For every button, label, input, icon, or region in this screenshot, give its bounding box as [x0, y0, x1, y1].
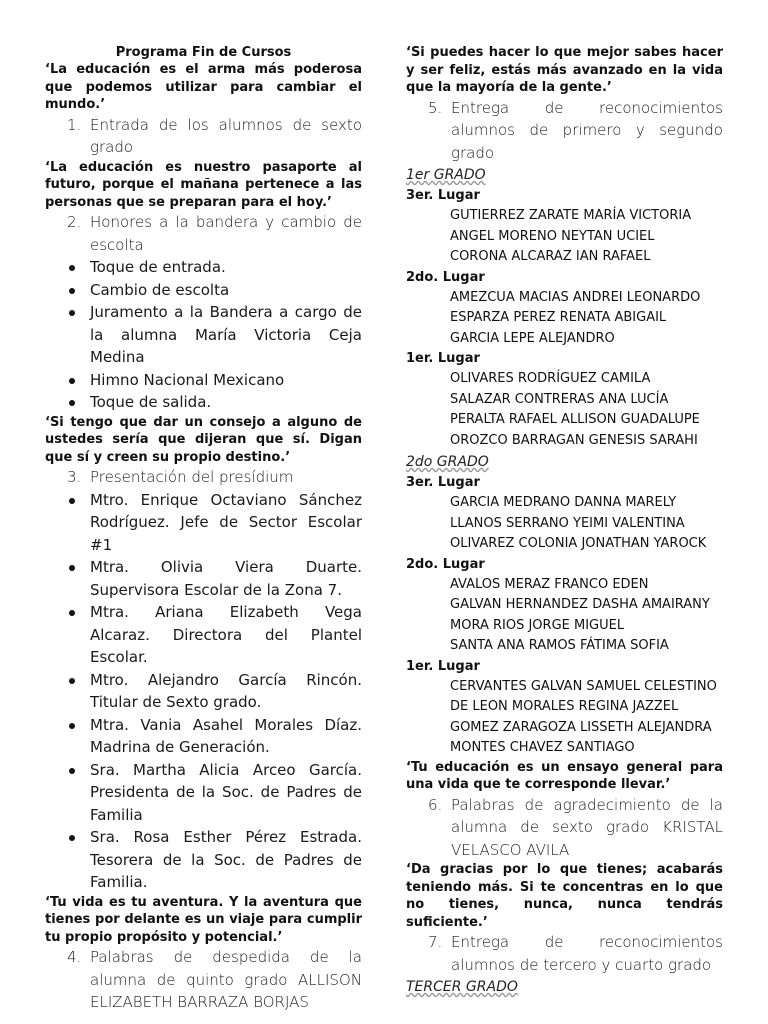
bullet-item [45, 369, 362, 392]
bullet-icon [69, 400, 75, 406]
bullet-icon [69, 378, 75, 384]
student-name: OROZCO BARRAGAN GENESIS SARAHI [450, 432, 698, 448]
bullet-item [45, 489, 362, 557]
right-column [406, 44, 723, 998]
place-label: 1er. Lugar [406, 351, 480, 366]
bullet-text: Mtra. Vania Asahel Morales Díaz. Madrina de Generación. [90, 715, 362, 756]
program-item [406, 794, 723, 862]
student-name: ESPARZA PEREZ RENATA ABIGAIL [450, 310, 667, 325]
place-label: 1er. Lugar [406, 658, 480, 674]
student-name: SANTA ANA RAMOS FÁTIMA SOFIA [450, 638, 669, 653]
program-item [406, 97, 723, 165]
student-name: GARCIA MEDRANO DANNA MARELY [450, 495, 677, 510]
bullet-item [45, 714, 362, 759]
quote: ‘Si puedes hacer lo que mejor sabes hacer y ser feliz, estás más avanzado en la vida que la mayoría de la gente.’ [406, 45, 723, 95]
student-name: CORONA ALCARAZ IAN RAFAEL [450, 249, 651, 264]
item-number: 5. [428, 98, 443, 117]
student-name: OLIVARES RODRÍGUEZ CAMILA [450, 371, 651, 386]
item-number: 6. [428, 795, 443, 814]
item-number: 2. [67, 213, 82, 231]
quote: ‘Da gracias por lo que tienes; acabarás teniendo más. Si te concentras en lo que no tienes, nunca, nunca tendrás suficiente.’ [406, 862, 723, 930]
student-name: GARCIA LEPE ALEJANDRO [450, 330, 615, 346]
bullet-item [45, 301, 362, 369]
program-item [45, 946, 362, 1014]
item-number: 3. [67, 468, 82, 486]
program-item [406, 931, 723, 976]
quote: ‘Tu educación es un ensayo general para una vida que te corresponde llevar.’ [406, 759, 723, 792]
place-label: 2do. Lugar [406, 556, 485, 572]
item-number: 1. [67, 115, 82, 134]
item-text: Honores a la bandera y cambio de escolta [90, 213, 362, 254]
program-title: Programa Fin de Cursos [115, 45, 292, 60]
bullet-item [45, 759, 362, 827]
bullet-icon [69, 835, 75, 841]
item-text: Palabras de despedida de la alumna de quinto grado ALLISON ELIZABETH BARRAZA BORJAS [90, 948, 362, 1011]
place-label: 2do. Lugar [406, 269, 485, 285]
bullet-item [45, 669, 362, 714]
student-name: GOMEZ ZARAGOZA LISSETH ALEJANDRA [450, 719, 712, 735]
item-number: 4. [67, 948, 82, 966]
place-label: 3er. Lugar [406, 188, 480, 203]
grade-heading: 1er GRADO [406, 167, 486, 183]
quote: ‘La educación es el arma más poderosa que podemos utilizar para cambiar el mundo.’ [45, 62, 362, 112]
bullet-icon [69, 768, 75, 774]
bullet-text: Toque de salida. [90, 393, 212, 411]
item-text: Entrada de los alumnos de sexto grado [90, 115, 362, 156]
bullet-icon [69, 265, 75, 271]
bullet-item [45, 601, 362, 669]
bullet-item [45, 279, 362, 302]
student-name: OLIVAREZ COLONIA JONATHAN YAROCK [450, 536, 707, 551]
student-name: CERVANTES GALVAN SAMUEL CELESTINO [450, 678, 717, 694]
bullet-text: Mtro. Enrique Octaviano Sánchez Rodríguez. Jefe de Sector Escolar #1 [90, 490, 362, 554]
bullet-text: Sra. Rosa Esther Pérez Estrada. Tesorera de la Soc. de Padres de Familia. [90, 828, 362, 891]
grade-heading: 2do GRADO [406, 454, 489, 470]
bullet-text: Mtra. Ariana Elizabeth Vega Alcaraz. Directora del Plantel Escolar. [90, 603, 362, 666]
student-name: SALAZAR CONTRERAS ANA LUCÍA [450, 391, 669, 407]
quote: ‘Tu vida es tu aventura. Y la aventura que tienes por delante es un viaje para cumplir tu propio propósito y potencial.’ [45, 894, 362, 945]
bullet-item [45, 391, 362, 414]
bullet-text: Mtra. Olivia Viera Duarte. Supervisora Escolar de la Zona 7. [90, 558, 362, 599]
bullet-icon [69, 678, 75, 684]
bullet-item [45, 556, 362, 601]
place-label: 3er. Lugar [406, 475, 480, 490]
bullet-text: Juramento a la Bandera a cargo de la alumna María Victoria Ceja Medina [90, 303, 362, 366]
quote: ‘La educación es nuestro pasaporte al futuro, porque el mañana pertenece a las personas que se preparan para el hoy.’ [45, 159, 362, 210]
student-name: PERALTA RAFAEL ALLISON GUADALUPE [450, 412, 700, 427]
student-name: DE LEON MORALES REGINA JAZZEL [450, 699, 679, 714]
student-name: MONTES CHAVEZ SANTIAGO [450, 740, 635, 755]
item-text: Entrega de reconocimientos alumnos de tercero y cuarto grado [451, 933, 723, 974]
student-name: AVALOS MERAZ FRANCO EDEN [450, 576, 649, 592]
bullet-icon [69, 310, 75, 316]
student-name: AMEZCUA MACIAS ANDREI LEONARDO [450, 289, 701, 305]
bullet-item [45, 256, 362, 279]
student-name: ANGEL MORENO NEYTAN UCIEL [450, 228, 655, 244]
bullet-icon [69, 723, 75, 729]
bullet-icon [69, 498, 75, 504]
program-item [45, 466, 362, 489]
student-name: LLANOS SERRANO YEIMI VALENTINA [450, 515, 685, 531]
bullet-icon [69, 565, 75, 571]
student-name: GUTIERREZ ZARATE MARÍA VICTORIA [450, 208, 692, 223]
item-text: Palabras de agradecimiento de la alumna de sexto grado KRISTAL VELASCO AVILA [451, 795, 723, 859]
student-name: MORA RIOS JORGE MIGUEL [450, 617, 625, 633]
item-text: Presentación del presídium [90, 468, 294, 486]
item-text: Entrega de reconocimientos alumnos de primero y segundo grado [451, 98, 723, 162]
student-name: GALVAN HERNANDEZ DASHA AMAIRANY [450, 597, 710, 612]
bullet-text: Cambio de escolta [90, 280, 230, 299]
program-item [45, 114, 362, 159]
bullet-text: Himno Nacional Mexicano [90, 370, 285, 389]
program-item [45, 211, 362, 256]
bullet-icon [69, 610, 75, 616]
bullet-text: Sra. Martha Alicia Arceo García. Presidenta de la Soc. de Padres de Familia [90, 760, 362, 824]
left-column [45, 44, 362, 1014]
item-number: 7. [428, 933, 443, 951]
bullet-item [45, 826, 362, 894]
bullet-icon [69, 288, 75, 294]
bullet-text: Mtro. Alejandro García Rincón. Titular de Sexto grado. [90, 670, 362, 711]
quote: ‘Si tengo que dar un consejo a alguno de ustedes sería que dijeran que sí. Digan que sí y creen su propio destino.’ [45, 414, 362, 465]
bullet-text: Toque de entrada. [90, 258, 226, 276]
grade-heading: TERCER GRADO [406, 979, 518, 995]
